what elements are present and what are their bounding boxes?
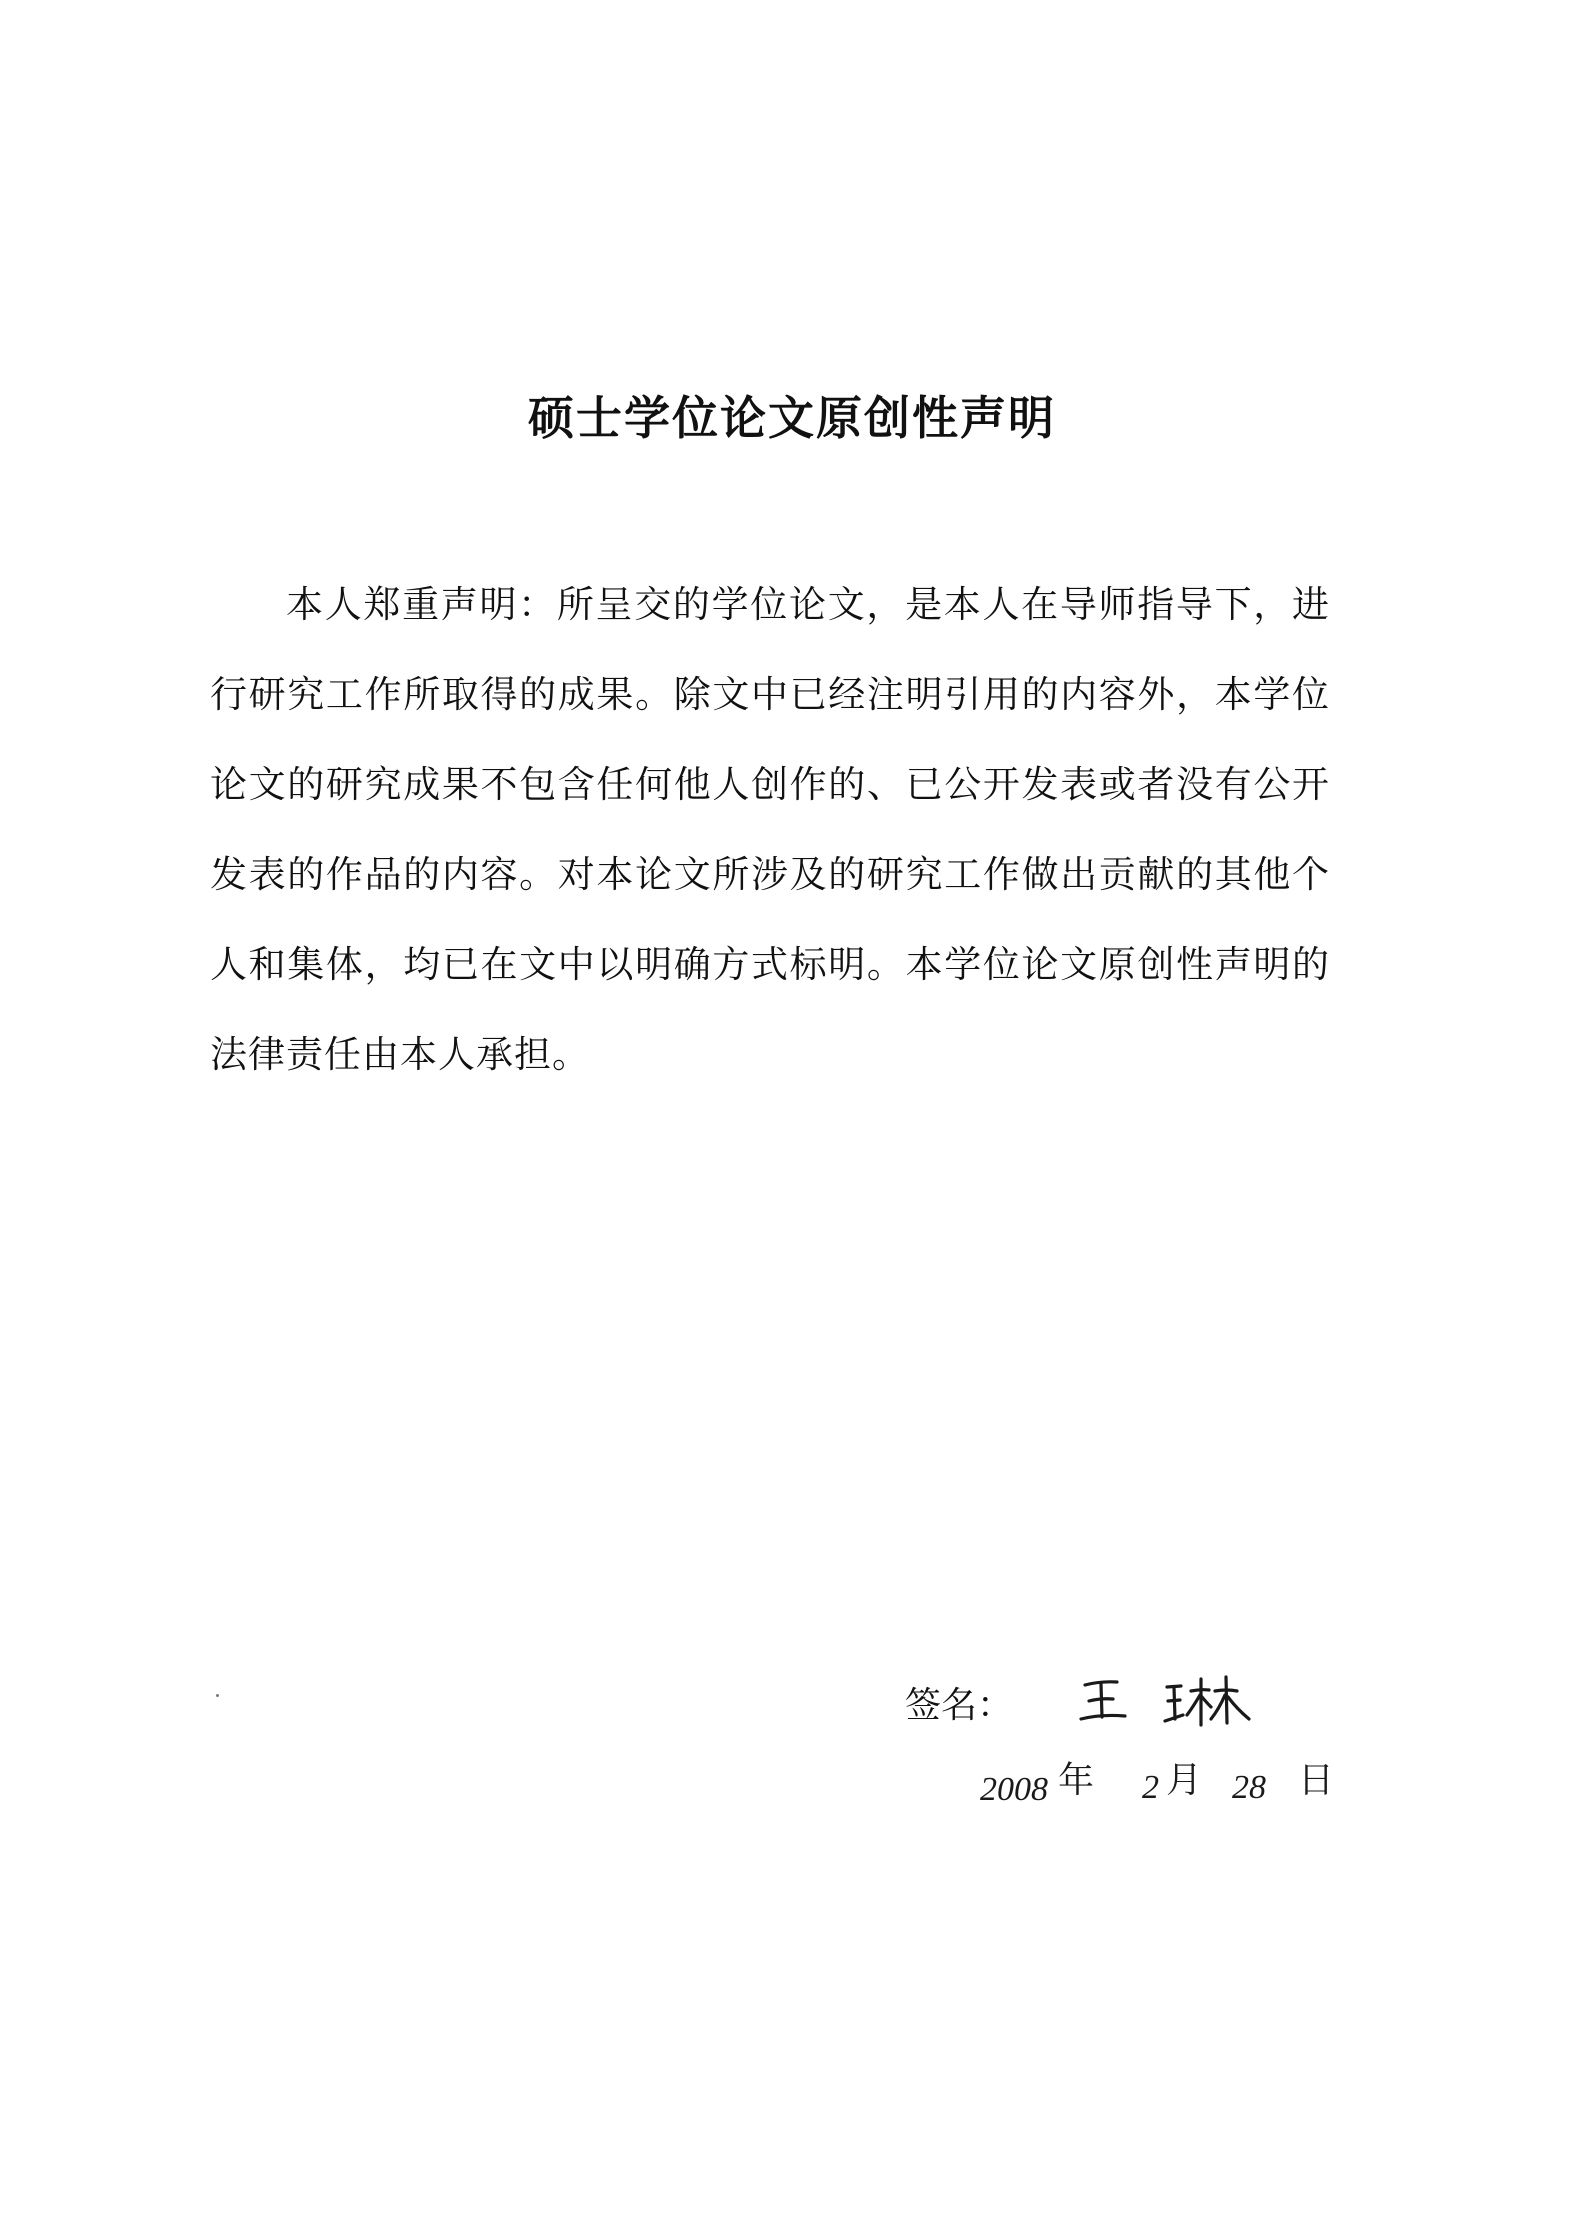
date-day-unit: 日: [1298, 1760, 1335, 1801]
date-day: 28: [1232, 1769, 1266, 1806]
date-month-unit: 月: [1166, 1760, 1203, 1801]
declaration-paragraph: 本人郑重声明：所呈交的学位论文，是本人在导师指导下，进行研究工作所取得的成果。除文中已经注明引用的内容外，本学位论文的研究成果不包含任何他人创作的、已公开发表或者没有公开发表的作品的内容。对本论文所涉及的研究工作做出贡献的其他个人和集体，均已在文中以明确方式标明。本学位论文原创性声明的法律责任由本人承担。: [210, 583, 1330, 1076]
date-block: [980, 1738, 1340, 1818]
date-month: 2: [1142, 1769, 1159, 1806]
handwritten-date: [980, 1738, 1340, 1818]
scan-speck: [216, 1694, 219, 1697]
handwritten-signature: [1055, 1665, 1275, 1735]
date-year-unit: 年: [1058, 1760, 1095, 1801]
page-title: 硕士学位论文原创性声明: [528, 391, 1056, 445]
date-year: 2008: [980, 1771, 1048, 1808]
signature-block: [905, 1665, 1425, 1735]
signature-label: 签名：: [905, 1685, 1014, 1726]
